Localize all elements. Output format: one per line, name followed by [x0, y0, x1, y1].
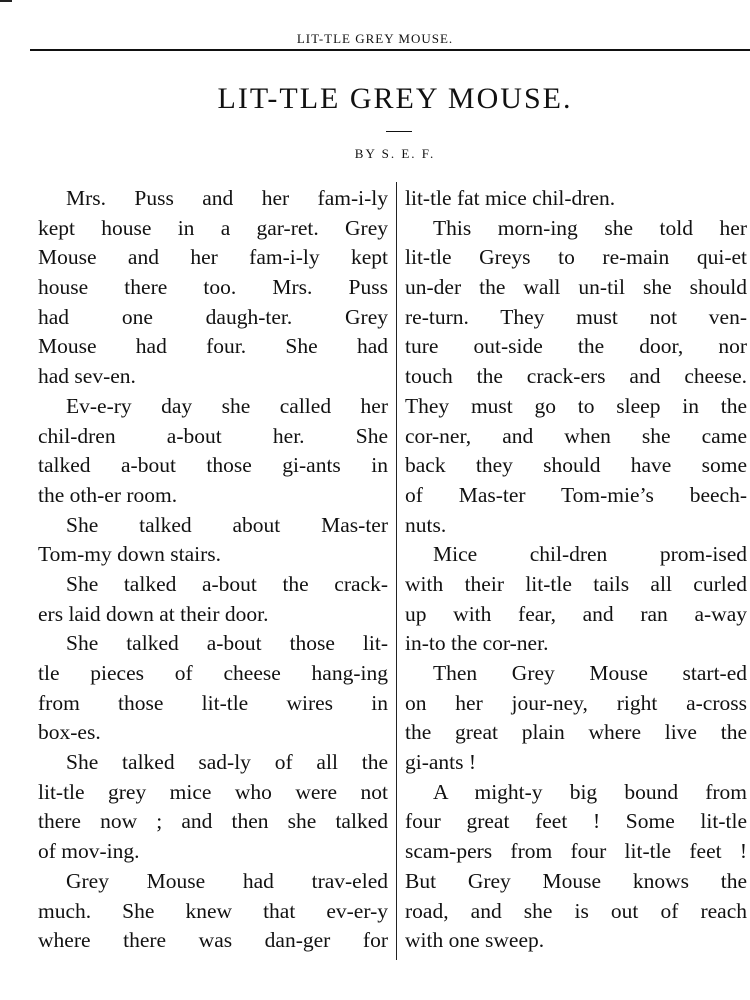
text-line: un-der the wall un-til she should: [405, 275, 747, 300]
story-title: LIT-TLE GREY MOUSE.: [217, 82, 573, 115]
text-line: with one sweep.: [405, 928, 545, 953]
text-line: there now ; and then she talked: [38, 809, 388, 834]
text-line: But Grey Mouse knows the: [405, 868, 747, 893]
text-line: had one daugh-ter. Grey: [38, 304, 388, 329]
text-line: kept house in a gar-ret. Grey: [38, 215, 388, 240]
text-line: the oth-er room.: [38, 482, 178, 507]
text-line: She talked a-bout those lit-: [66, 631, 388, 656]
text-line: ture out-side the door, nor: [405, 334, 747, 359]
left-column: [38, 184, 388, 956]
text-line: scam-pers from four lit-tle feet !: [405, 839, 747, 864]
text-line: lit-tle Greys to re-main qui-et: [405, 245, 747, 270]
text-line: lit-tle fat mice chil-dren.: [405, 186, 616, 210]
text-line: house there too. Mrs. Puss: [38, 275, 388, 300]
text-line: back they should have some: [405, 453, 747, 478]
corner-rule: [0, 0, 12, 2]
text-line: box-es.: [38, 720, 101, 745]
right-column: [405, 184, 747, 956]
text-line: Ev-e-ry day she called her: [66, 393, 388, 418]
text-line: Then Grey Mouse start-ed: [433, 661, 747, 685]
text-line: much. She knew that ev-er-y: [38, 898, 388, 923]
text-line: She talked sad-ly of all the: [66, 750, 388, 775]
column-divider: [396, 182, 397, 960]
text-line: re-turn. They must not ven-: [405, 304, 747, 329]
text-line: She talked about Mas-ter: [66, 512, 388, 537]
title-rule: [386, 131, 412, 132]
text-line: up with fear, and ran a-way: [405, 601, 747, 626]
text-line: four great feet ! Some lit-tle: [405, 809, 747, 834]
text-line: They must go to sleep in the: [405, 393, 747, 418]
text-line: on her jour-ney, right a-cross: [405, 690, 747, 715]
text-line: road, and she is out of reach: [405, 898, 747, 923]
text-line: gi-ants !: [405, 750, 477, 775]
text-line: Mouse had four. She had: [38, 334, 388, 359]
header-rule: [30, 49, 750, 51]
text-line: where there was dan-ger for: [38, 928, 388, 953]
text-line: lit-tle grey mice who were not: [38, 779, 388, 804]
running-head: LIT-TLE GREY MOUSE.: [296, 31, 454, 46]
text-line: of mov-ing.: [38, 839, 140, 864]
text-line: tle pieces of cheese hang-ing: [38, 661, 388, 685]
text-line: nuts.: [405, 512, 447, 537]
text-line: Mouse and her fam-i-ly kept: [38, 245, 388, 270]
text-line: ers laid down at their door.: [38, 601, 269, 626]
text-line: touch the crack-ers and cheese.: [405, 364, 747, 389]
text-line: Grey Mouse had trav-eled: [66, 868, 388, 893]
text-line: cor-ner, and when she came: [405, 423, 747, 448]
text-line: She talked a-bout the crack-: [66, 571, 388, 596]
byline: BY S. E. F.: [354, 146, 436, 161]
text-line: talked a-bout those gi-ants in: [38, 453, 388, 478]
text-line: Mrs. Puss and her fam-i-ly: [66, 186, 388, 210]
text-line: chil-dren a-bout her. She: [38, 423, 388, 448]
text-line: Tom-my down stairs.: [38, 542, 222, 567]
text-line: with their lit-tle tails all curled: [405, 571, 747, 596]
text-line: from those lit-tle wires in: [38, 690, 388, 715]
text-line: This morn-ing she told her: [433, 215, 747, 240]
text-line: Mice chil-dren prom-ised: [433, 542, 747, 567]
text-line: of Mas-ter Tom-mie’s beech-: [405, 482, 747, 507]
text-line: A might-y big bound from: [433, 779, 747, 804]
text-line: in-to the cor-ner.: [405, 631, 549, 656]
text-line: the great plain where live the: [405, 720, 747, 745]
text-line: had sev-en.: [38, 364, 136, 389]
